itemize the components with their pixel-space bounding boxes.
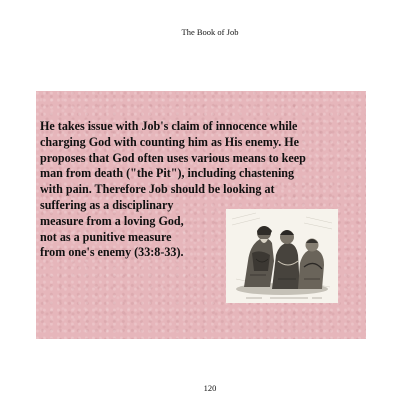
engraving-figures-svg bbox=[226, 209, 338, 303]
slide-text-line: not as a punitive measure bbox=[40, 229, 172, 244]
page-header-title: The Book of Job bbox=[181, 27, 239, 37]
slide-text-line: from one's enemy (33:8-33). bbox=[40, 245, 184, 260]
slide-text-line: with pain. Therefore Job should be looking at bbox=[40, 182, 275, 197]
slide-text-line: He takes issue with Job's claim of innocence while bbox=[40, 119, 298, 133]
slide-text-line: measure from a loving God, bbox=[40, 213, 184, 228]
slide-text-line: proposes that God often uses various means to keep bbox=[40, 150, 306, 165]
page-number: 120 bbox=[203, 383, 217, 393]
engraving-illustration bbox=[226, 209, 338, 303]
slide-text-line: suffering as a disciplinary bbox=[40, 197, 174, 212]
slide-panel bbox=[36, 91, 366, 339]
slide-text-line: man from death ("the Pit"), including chastening bbox=[40, 166, 295, 181]
slide-text-line: charging God with counting him as His enemy. He bbox=[40, 134, 300, 149]
